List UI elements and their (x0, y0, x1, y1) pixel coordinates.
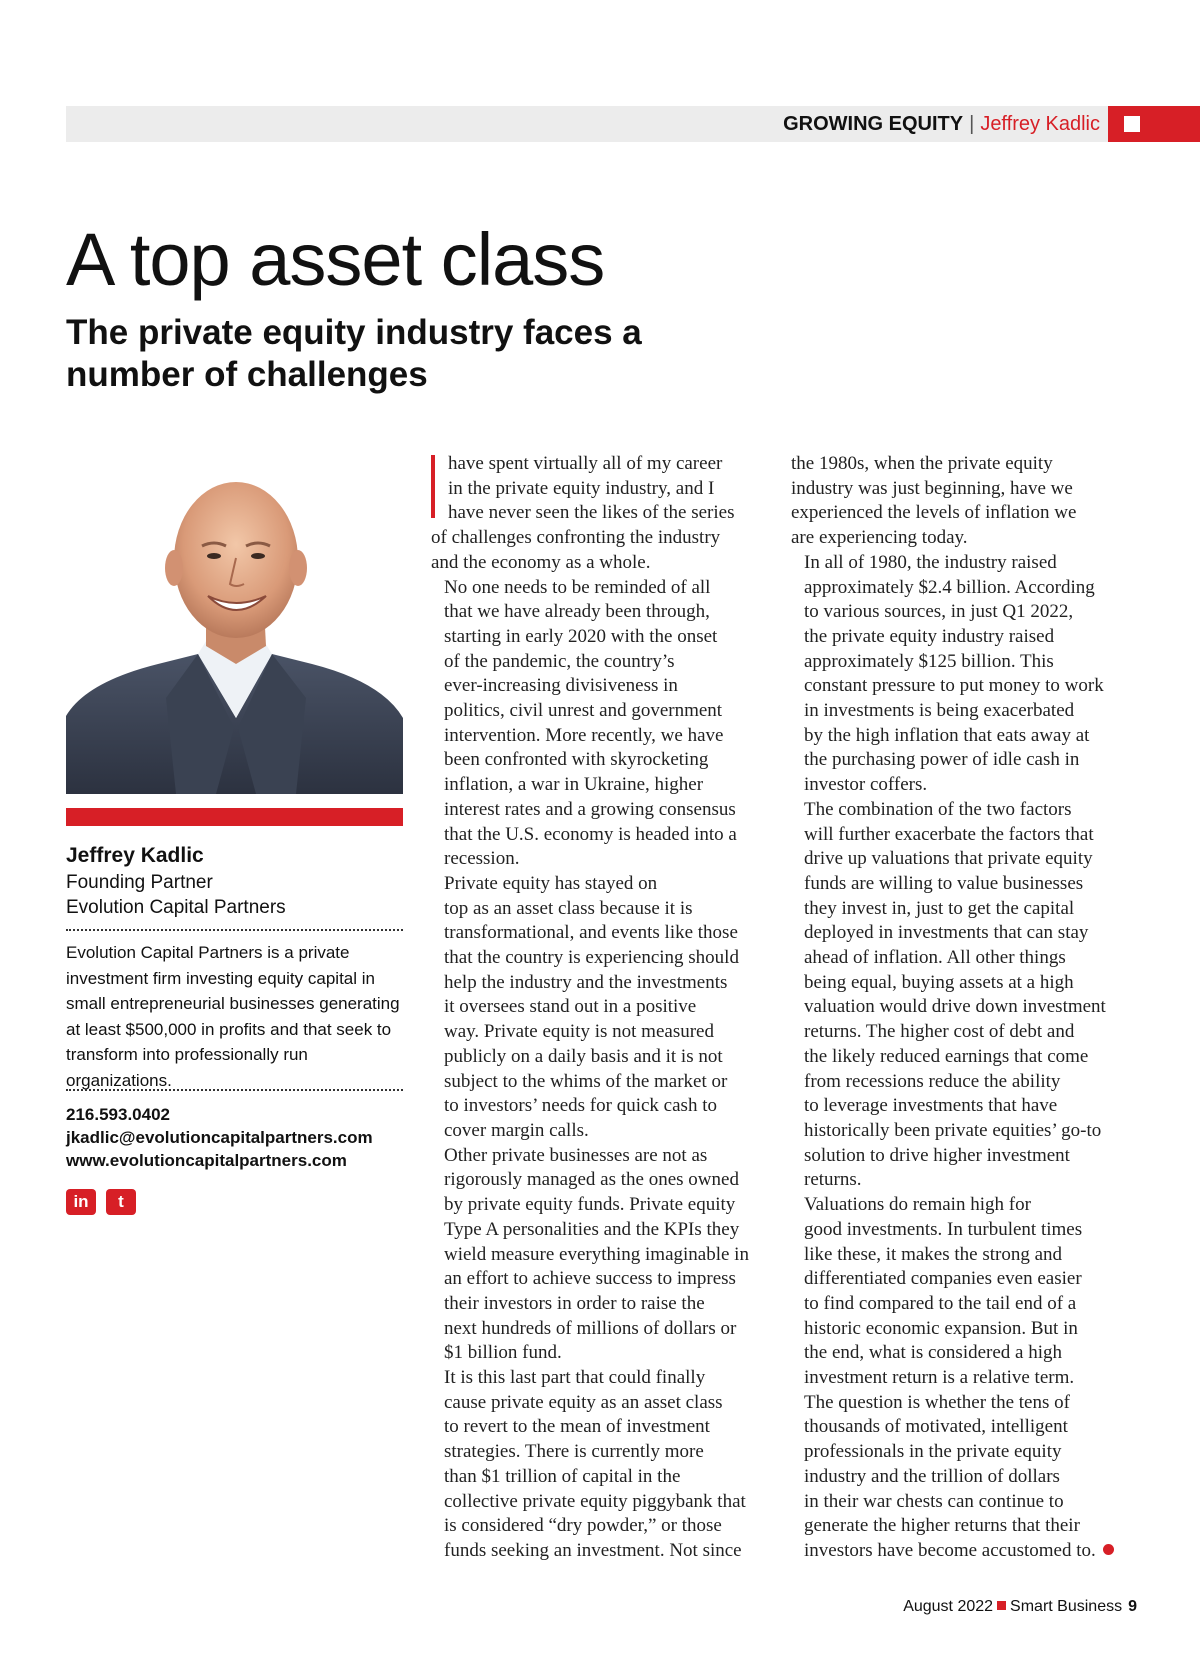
header-author: Jeffrey Kadlic (980, 113, 1100, 135)
text-line: the 1980s, when the private equity (791, 453, 1053, 474)
text-line: rigorously managed as the ones owned (444, 1169, 739, 1191)
text-line: drive up valuations that private equity (804, 848, 1093, 870)
text-line: wield measure everything imaginable in (444, 1243, 749, 1265)
page-footer (903, 1597, 1137, 1617)
text-line: intervention. More recently, we have (444, 724, 724, 746)
linkedin-icon[interactable]: in (66, 1189, 96, 1215)
text-line: cause private equity as an asset class (444, 1391, 723, 1413)
text-line: publicly on a daily basis and it is not (444, 1045, 723, 1067)
text-line: is considered “dry powder,” or those (444, 1515, 722, 1537)
bio-name: Jeffrey Kadlic (66, 844, 204, 867)
contact-email[interactable]: jkadlic@evolutioncapitalpartners.com (66, 1128, 373, 1147)
text-line: the likely reduced earnings that come (804, 1045, 1089, 1067)
end-mark-icon (1103, 1544, 1114, 1555)
text-line: to find compared to the tail end of a (804, 1292, 1077, 1314)
text-line: have spent virtually all of my career (448, 453, 723, 474)
author-photo (66, 468, 403, 794)
text-line: by private equity funds. Private equity (444, 1194, 736, 1216)
text-line: investor coffers. (804, 774, 928, 796)
text-line: ahead of inflation. All other things (804, 947, 1066, 969)
article-paragraph (791, 551, 1131, 798)
article-paragraph (791, 798, 1131, 1193)
text-line: The combination of the two factors (804, 798, 1072, 820)
text-line: transformational, and events like those (444, 922, 738, 944)
text-line: in their war chests can continue to (804, 1490, 1064, 1512)
text-line: interest rates and a growing consensus (444, 798, 736, 820)
text-line: historic economic expansion. But in (804, 1317, 1078, 1339)
square-bullet-icon (997, 1601, 1006, 1610)
text-line: Other private businesses are not as (444, 1144, 708, 1166)
article-paragraph (791, 1391, 1131, 1564)
text-line: investors have become accustomed to. (791, 1539, 1131, 1564)
text-line: their investors in order to raise the (444, 1292, 705, 1314)
text-line: returns. The higher cost of debt and (804, 1021, 1075, 1043)
section-header-bar (66, 106, 1200, 142)
section-name: GROWING EQUITY (783, 113, 964, 135)
text-line: have never seen the likes of the series (448, 502, 735, 524)
text-line: subject to the whims of the market or (444, 1070, 728, 1092)
page-number: 9 (1128, 1598, 1137, 1615)
article-paragraph (431, 526, 771, 575)
text-line: deployed in investments that can stay (804, 922, 1089, 944)
text-line: like these, it makes the strong and (804, 1243, 1063, 1265)
text-line: that the U.S. economy is headed into a (444, 823, 737, 845)
text-line: of challenges confronting the industry (431, 527, 721, 549)
bio-divider-bottom (66, 1089, 403, 1091)
header-separator: | (969, 113, 975, 135)
text-line: help the industry and the investments (444, 971, 728, 993)
text-line: No one needs to be reminded of all (444, 576, 711, 598)
text-line: to investors’ needs for quick cash to (444, 1095, 717, 1117)
text-line: starting in early 2020 with the onset (444, 625, 718, 647)
text-line: that we have already been through, (444, 601, 710, 623)
text-line: strategies. There is currently more (444, 1441, 704, 1463)
text-line: that the country is experiencing should (444, 947, 739, 969)
text-line: the purchasing power of idle cash in (804, 749, 1080, 771)
text-line: than $1 trillion of capital in the (444, 1465, 681, 1487)
text-line: politics, civil unrest and government (444, 700, 723, 722)
text-line: recession. (444, 848, 520, 870)
text-line: in investments is being exacerbated (804, 700, 1075, 722)
article-column-right (791, 452, 1131, 1564)
text-line: Private equity has stayed on (444, 872, 658, 894)
text-line: differentiated companies even easier (804, 1268, 1082, 1290)
text-line: the private equity industry raised (804, 625, 1055, 647)
text-line: investment return is a relative term. (804, 1367, 1075, 1389)
bio-role: Founding Partner (66, 872, 213, 893)
article-paragraph (431, 872, 771, 1144)
text-line: solution to drive higher investment (804, 1144, 1070, 1166)
text-line: funds seeking an investment. Not since (444, 1539, 742, 1561)
article-paragraph (431, 576, 771, 872)
text-line: cover margin calls. (444, 1119, 589, 1141)
text-line: approximately $125 billion. This (804, 650, 1054, 672)
text-line: way. Private equity is not measured (444, 1021, 714, 1043)
text-line: of the pandemic, the country’s (444, 650, 675, 672)
text-line: to revert to the mean of investment (444, 1416, 710, 1438)
article-paragraph (791, 452, 1131, 551)
article-paragraph (431, 452, 771, 526)
text-line: In all of 1980, the industry raised (804, 551, 1057, 573)
header-red-tab (1108, 106, 1200, 142)
text-line: historically been private equities’ go-to (804, 1119, 1102, 1141)
text-line: professionals in the private equity (804, 1441, 1062, 1463)
text-line: Valuations do remain high for (804, 1194, 1031, 1216)
text-line: industry and the trillion of dollars (804, 1465, 1060, 1487)
photo-red-rule (66, 808, 403, 826)
section-header-text (783, 113, 1100, 135)
text-line: being equal, buying assets at a high (804, 971, 1074, 993)
text-line: it oversees stand out in a positive (444, 996, 697, 1018)
article-title: A top asset class (66, 218, 605, 301)
text-line: inflation, a war in Ukraine, higher (444, 774, 704, 796)
text-line: next hundreds of millions of dollars or (444, 1317, 737, 1339)
text-line: from recessions reduce the ability (804, 1070, 1061, 1092)
contact-website[interactable]: www.evolutioncapitalpartners.com (66, 1151, 347, 1170)
square-icon (1124, 116, 1140, 132)
footer-publication: Smart Business (1010, 1598, 1123, 1615)
text-line: the end, what is considered a high (804, 1342, 1063, 1364)
bio-divider-top (66, 929, 403, 931)
text-line: to various sources, in just Q1 2022, (804, 601, 1074, 623)
text-line: will further exacerbate the factors that (804, 823, 1094, 845)
text-line: constant pressure to put money to work (804, 675, 1104, 697)
text-line: valuation would drive down investment (804, 996, 1106, 1018)
article-paragraph (431, 1366, 771, 1564)
article-column-left (431, 452, 771, 1564)
article-subtitle: The private equity industry faces a number of challenges (66, 313, 642, 394)
bio-description: Evolution Capital Partners is a private investment firm investing equity capital in small entrepreneurial businesses generating at least $500,000 in profits and that seek to transform into professionally run organizations. (66, 943, 400, 1090)
text-line: It is this last part that could finally (444, 1367, 706, 1389)
text-line: to leverage investments that have (804, 1095, 1058, 1117)
footer-date: August 2022 (903, 1598, 994, 1615)
text-line: experienced the levels of inflation we (791, 502, 1077, 524)
text-line: good investments. In turbulent times (804, 1218, 1083, 1240)
text-line: funds are willing to value businesses (804, 872, 1084, 894)
text-line: returns. (804, 1169, 862, 1191)
text-line: an effort to achieve success to impress (444, 1268, 736, 1290)
article-paragraph (431, 1144, 771, 1366)
article-paragraph (791, 1193, 1131, 1391)
text-line: Type A personalities and the KPIs they (444, 1218, 740, 1240)
text-line: top as an asset class because it is (444, 897, 693, 919)
text-line: ever-increasing divisiveness in (444, 675, 678, 697)
text-line: thousands of motivated, intelligent (804, 1416, 1068, 1438)
text-line: in the private equity industry, and I (448, 477, 715, 499)
author-portrait-image (66, 468, 403, 794)
text-line: generate the higher returns that their (804, 1515, 1080, 1537)
text-line: collective private equity piggybank that (444, 1490, 746, 1512)
text-line: are experiencing today. (791, 527, 968, 549)
twitter-icon[interactable]: t (106, 1189, 136, 1215)
text-line: The question is whether the tens of (804, 1391, 1070, 1413)
text-line: been confronted with skyrocketing (444, 749, 709, 771)
text-line: industry was just beginning, have we (791, 477, 1073, 499)
text-line: approximately $2.4 billion. According (804, 576, 1095, 598)
text-line: and the economy as a whole. (431, 551, 651, 573)
text-line: they invest in, just to get the capital (804, 897, 1075, 919)
text-line: $1 billion fund. (444, 1342, 562, 1364)
bio-company: Evolution Capital Partners (66, 897, 286, 918)
text-line: by the high inflation that eats away at (804, 724, 1090, 746)
contact-phone: 216.593.0402 (66, 1105, 170, 1124)
